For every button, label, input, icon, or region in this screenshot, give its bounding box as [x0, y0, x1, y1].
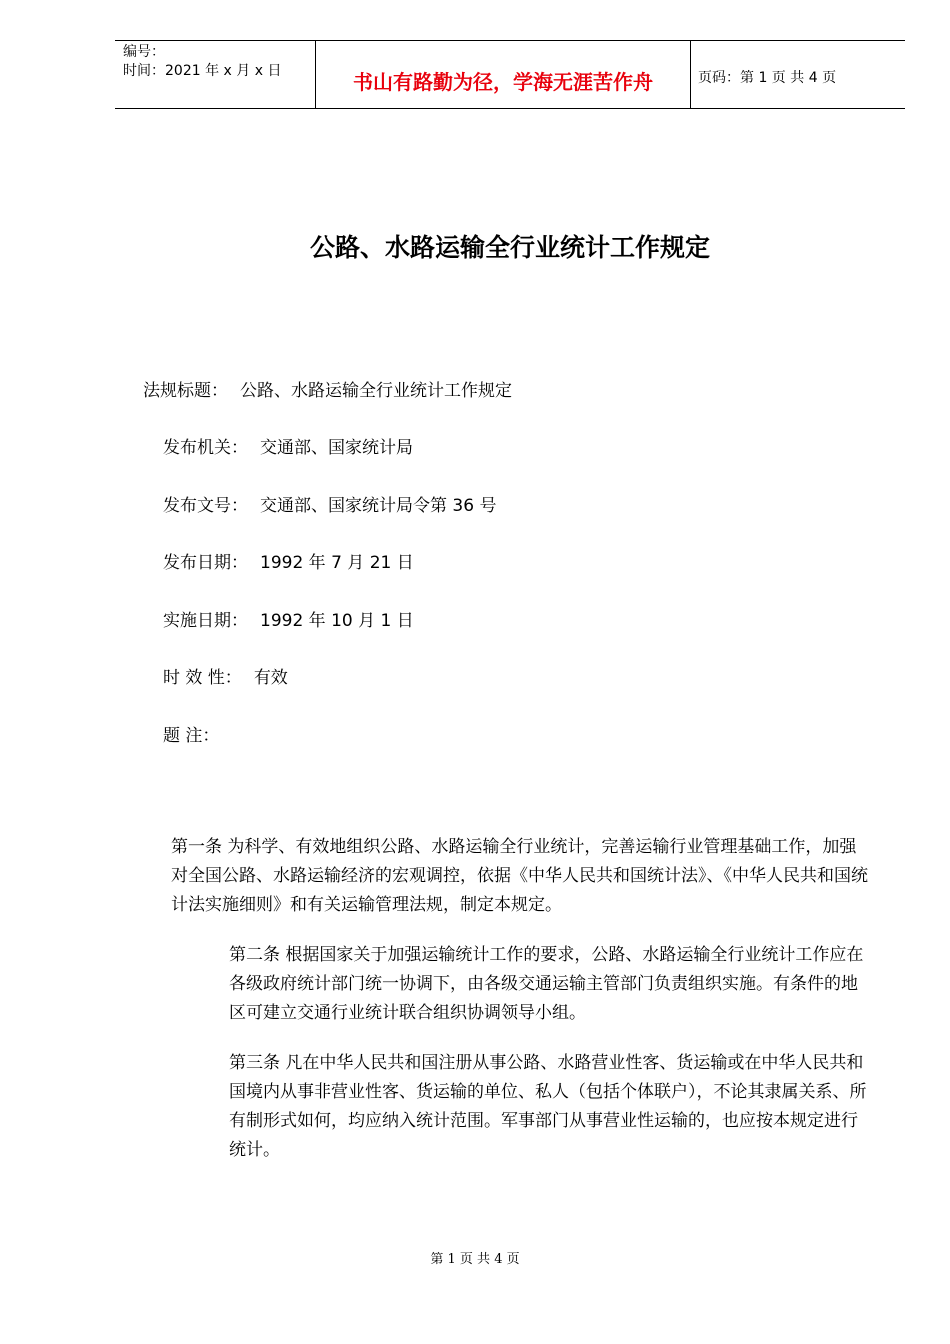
motto-text: 书山有路勤为径，学海无涯苦作舟 [353, 70, 653, 94]
article-text: 第一条 为科学、有效地组织公路、水路运输全行业统计，完善运输行业管理基础工作，加强对全国公路、水路运输经济的宏观调控，依据《中华人民共和国统计法》、《中华人民共和国统计法实施细则》和有关运输管理法规，制定本规定。 [171, 837, 868, 915]
article-text: 第三条 凡在中华人民共和国注册从事公路、水路营业性客、货运输或在中华人民共和国境内从事非营业性客、货运输的单位、私人（包括个体联户），不论其隶属关系、所有制形式如何，均应纳入统计范围。军事部门从事营业性运输的，也应按本规定进行统计。 [229, 1053, 867, 1160]
meta-row-note [163, 721, 231, 746]
meta-value: 1992 年 10 月 1 日 [260, 611, 414, 631]
meta-row-effective-date [163, 606, 414, 631]
footer-page-number: 第 1 页 共 4 页 [430, 1252, 520, 1267]
meta-label: 发布文号： [163, 496, 248, 516]
code-label: 编号： [123, 44, 165, 60]
meta-label: 法规标题： [143, 381, 228, 401]
meta-value: 公路、水路运输全行业统计工作规定 [240, 381, 512, 401]
meta-label: 时 效 性： [163, 668, 242, 688]
meta-value: 有效 [253, 668, 288, 688]
meta-row-doc-number [163, 491, 496, 516]
meta-row-issue-date [163, 548, 414, 573]
article-3 [143, 1049, 873, 1165]
meta-row-issuer [163, 433, 413, 458]
article-1 [143, 833, 873, 920]
meta-row-validity [163, 663, 288, 688]
article-text: 第二条 根据国家关于加强运输统计工作的要求，公路、水路运输全行业统计工作应在各级政府统计部门统一协调下，由各级交通运输主管部门负责组织实施。有条件的地区可建立交通行业统计联合组织协调领导小组。 [229, 945, 864, 1023]
meta-value: 交通部、国家统计局 [260, 438, 413, 458]
header-page-info: 页码：第 1 页 共 4 页 [698, 70, 837, 86]
meta-value: 1992 年 7 月 21 日 [260, 553, 414, 573]
meta-label: 实施日期： [163, 611, 248, 631]
meta-label: 发布机关： [163, 438, 248, 458]
time-label: 时间：2021 年 x 月 x 日 [123, 63, 282, 79]
header-info-cell [115, 41, 315, 108]
header-page-cell [690, 41, 905, 108]
meta-label: 发布日期： [163, 553, 248, 573]
page-footer [0, 1248, 950, 1267]
article-2 [143, 941, 873, 1028]
header-motto-cell [315, 41, 691, 108]
meta-value: 交通部、国家统计局令第 36 号 [260, 496, 497, 516]
document-title: 公路、水路运输全行业统计工作规定 [309, 233, 710, 262]
page-header [115, 40, 905, 109]
meta-row-title [143, 376, 512, 401]
meta-label: 题 注： [163, 726, 220, 746]
